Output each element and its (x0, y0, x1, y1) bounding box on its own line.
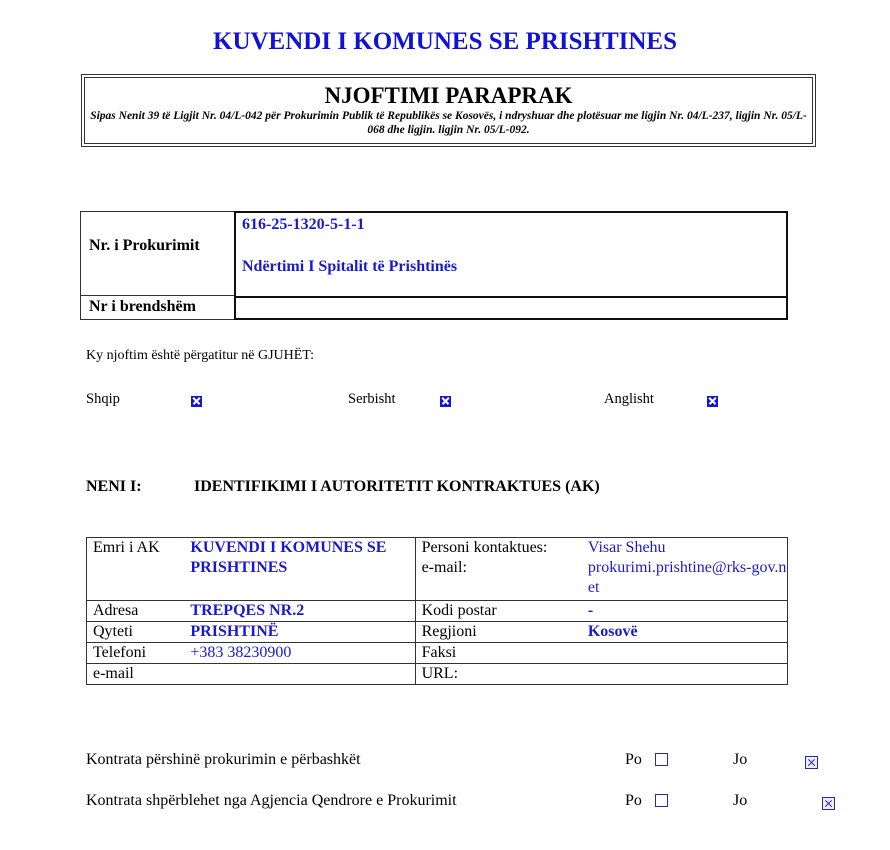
language-anglisht-checkbox[interactable] (707, 396, 718, 407)
question-central-yes-checkbox[interactable] (655, 794, 668, 807)
contact-value-cell (580, 538, 788, 601)
contact-value: Visar Shehu (587, 539, 666, 556)
procurement-number-label-cell (80, 211, 234, 296)
address-label: Adresa (87, 601, 183, 622)
phone-value: +383 38230900 (182, 643, 415, 664)
procurement-number-label: Nr. i Prokurimit (89, 237, 200, 254)
internal-number-value-cell (234, 297, 788, 320)
url-value (580, 664, 788, 685)
notice-header-box (81, 74, 816, 147)
question-joint-procurement: Kontrata përshinë prokurimin e përbashkët (86, 751, 361, 768)
procurement-number-value: 616-25-1320-5-1-1 (242, 216, 365, 233)
question-central-yes-label: Po (625, 792, 642, 809)
question-joint-no-label: Jo (733, 751, 748, 768)
phone-label: Telefoni (87, 643, 183, 664)
contact-email-label: e-mail: (421, 559, 467, 576)
postal-label: Kodi postar (415, 601, 580, 622)
question-joint-yes-checkbox[interactable] (655, 753, 668, 766)
language-serbisht-label: Serbisht (348, 391, 396, 407)
authority-table (86, 537, 788, 685)
question-central-agency: Kontrata shpërblehet nga Agjencia Qendrore e Prokurimit (86, 792, 457, 809)
notice-header-inner (84, 77, 813, 144)
table-row (87, 622, 788, 643)
email-value (182, 664, 415, 685)
procurement-number-value-cell (234, 211, 788, 298)
postal-value: - (580, 601, 788, 622)
question-central-no-checkbox[interactable] (822, 797, 835, 810)
contact-label: Personi kontaktues: (421, 539, 548, 556)
name-label: Emri i AK (87, 538, 183, 601)
table-row (87, 601, 788, 622)
table-row (87, 664, 788, 685)
question-joint-no-checkbox[interactable] (805, 756, 818, 769)
contact-label-cell (415, 538, 580, 601)
fax-value (580, 643, 788, 664)
fax-label: Faksi (415, 643, 580, 664)
notice-title: NJOFTIMI PARAPRAK (324, 83, 573, 108)
city-label: Qyteti (87, 622, 183, 643)
region-label: Regjioni (415, 622, 580, 643)
city-value: PRISHTINË (182, 622, 415, 643)
region-value: Kosovë (580, 622, 788, 643)
url-label: URL: (415, 664, 580, 685)
question-central-no-label: Jo (733, 792, 748, 809)
language-anglisht-label: Anglisht (604, 391, 654, 407)
address-value: TREPQES NR.2 (182, 601, 415, 622)
language-shqip-checkbox[interactable] (191, 396, 202, 407)
internal-number-label: Nr i brendshëm (89, 298, 196, 315)
email-label: e-mail (87, 664, 183, 685)
contact-email-value[interactable]: prokurimi.prishtine@rks-gov.net (587, 559, 787, 596)
question-joint-yes-label: Po (625, 751, 642, 768)
languages-intro: Ky njoftim është përgatitur në GJUHËT: (86, 348, 315, 363)
language-serbisht-checkbox[interactable] (440, 396, 451, 407)
legal-basis: Sipas Nenit 39 të Ligjit Nr. 04/L-042 për Prokurimin Publik të Republikës se Kosovës, i ndryshuar dhe plotësuar me ligjin Nr. 04/L-237, ligjin Nr. 05/L-068 dhe ligjin. ligjin Nr. 05/L-092. (90, 110, 807, 136)
section-title: IDENTIFIKIMI I AUTORITETIT KONTRAKTUES (AK) (194, 478, 600, 495)
procurement-title-value: Ndërtimi I Spitalit të Prishtinës (242, 258, 458, 275)
table-row (87, 643, 788, 664)
table-row (87, 538, 788, 601)
internal-number-label-cell (80, 296, 234, 320)
name-value: KUVENDI I KOMUNES SE PRISHTINES (182, 538, 415, 601)
language-shqip-label: Shqip (86, 391, 120, 407)
authority-title: KUVENDI I KOMUNES SE PRISHTINES (213, 28, 677, 55)
section-number: NENI I: (86, 478, 142, 495)
